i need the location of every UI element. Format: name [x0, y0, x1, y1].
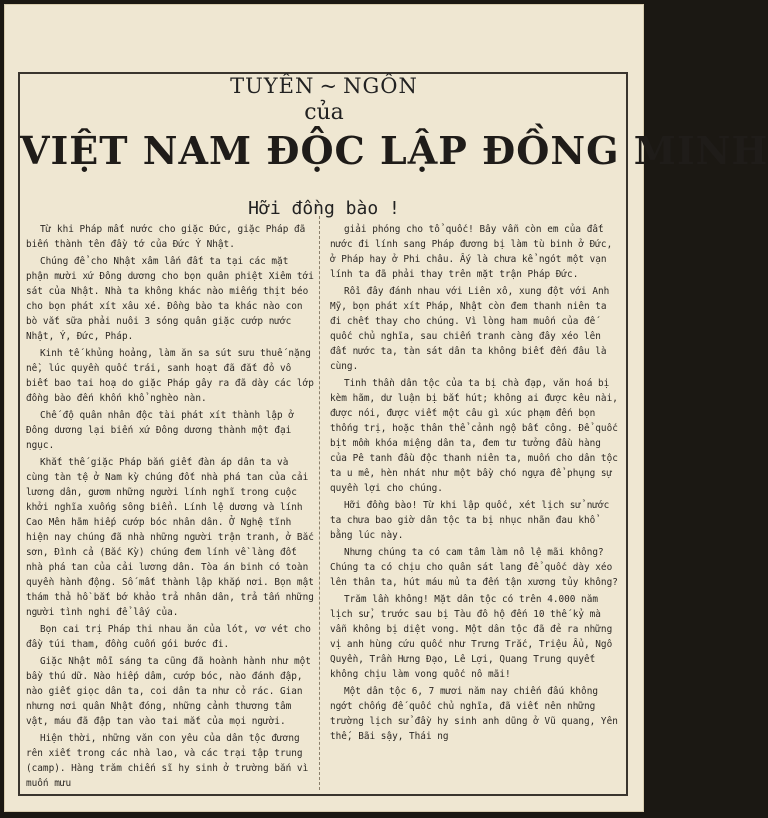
paragraph: Từ khi Pháp mất nước cho giặc Đức, giặc Pháp đã biến thành tên đầy tớ của Đức Ý Nhật. — [26, 224, 306, 250]
left-column — [26, 222, 316, 793]
greeting: Hỡi đồng bào ! — [248, 198, 400, 219]
paragraph: Chế độ quân nhân độc tài phát xít thành lập ở Đông dương lại biến xứ Đông dương thành một đại ngục. — [26, 410, 294, 451]
column-divider — [319, 216, 320, 790]
paragraph: Chúng để cho Nhật xâm lấn đất ta tại các mặt phận mười xứ Đông dương cho bọn quân phiệt Xiêm tới sát của Nhật. Nhà ta không khác nào miếng thịt béo cho bọn phát xít xâu xé. Đồng bào ta khác nào con bò vắt sữa phải nuôi 3 sóng quân giặc cướp nước Nhật, Ý, Đức, Pháp. — [26, 256, 314, 342]
page-title: VIỆT NAM ĐỘC LẬP ĐỒNG MINH — [20, 128, 768, 173]
paragraph: Trăm lần không! Mặt dân tộc có trên 4.000 năm lịch sử, trước sau bị Tàu đô hộ đến 10 thế kỷ mà vẫn không bị diệt vong. Một dân tộc đã đẻ ra những vị anh hùng cứu quốc như Trưng Trắc, Triệu Ẩu, Ngô Quyền, Trần Hưng Đạo, Lê Lợi, Quang Trung quyết không chịu làm vong quốc nô mãi! — [330, 594, 613, 680]
paragraph: Giặc Nhật mỗi sáng ta cũng đã hoành hành như một bầy thú dữ. Nào hiếp dâm, cướp bóc, nào đánh đập, nào giết giọc dân ta, coi dân ta như cỏ rác. Gian nhưng nơi quân Nhật đóng, những cảnh thương tâm vật, máu đã đập tan vào tai mắt của mọi người. — [26, 656, 311, 727]
paragraph: Khắt thế giặc Pháp bắn giết đàn áp dân ta và cùng tàn tệ ở Nam kỳ chúng đốt nhà phá tan của cải lương dân, gươm những người lính nghĩ trong cuộc khởi nghĩa xuống sông biển. Lính lệ dương và lính Cao Mên hãm hiếp cướp bóc nhân dân. Ở Nghệ tĩnh hiện nay chúng đã nhà những người trận tranh, ở Bắc sơn, Đình cả (Bắc Kỳ) chúng đem lính về làng đốt nhà phá tan của cải lương dân. Tòa án binh có toàn quyền hành động. Số mất thành lập khắp nơi. Bọn mật thám thả hồ bắt bớ khảo trả nhân dân, trả tấn những người tình nghi để lấy của. — [26, 457, 314, 618]
paragraph: Bọn cai trị Pháp thi nhau ăn của lót, vơ vét cho đầy túi tham, đồng cuốn gói bước đi. — [26, 624, 311, 650]
heading-subword: của — [304, 100, 344, 125]
paragraph: Kinh tế khủng hoảng, làm ăn sa sút sưu thuế nặng nề, lúc quyền quốc trái, sanh hoạt đã đắt đỏ vô biết bao tai hoạ do giặc Pháp gây ra đã dày các lớp đồng bào đến khốn khổ nghèo nàn. — [26, 348, 314, 404]
heading-flourish: ~ — [319, 74, 339, 98]
paragraph: Một dân tộc 6, 7 mươi năm nay chiến đấu không ngớt chống đế quốc chủ nghĩa, đã viết nên những trường lịch sử đầy hy sinh anh dũng ở Vũ quang, Yên thế, Bãi sậy, Thái ng — [330, 686, 618, 742]
paragraph: Rồi đây đánh nhau với Liên xô, xung đột với Anh Mỹ, bọn phát xít Pháp, Nhật còn đem thanh niên ta đi chết thay cho chúng. Vì lòng ham muốn của đế quốc chủ nghĩa, sau chiến tranh càng đây xéo lên đất nước ta, tàn sát dân ta không biết đến đâu là cùng. — [330, 286, 610, 372]
paragraph: Nhưng chúng ta có cam tâm làm nô lệ mãi không? Chúng ta có chịu cho quân sát lang để quốc dày xéo lên thân ta, hút máu mủ ta đến tận xương tủy không? — [330, 547, 618, 588]
paragraph: Tinh thần dân tộc của ta bị chà đạp, văn hoá bị kèm hãm, dư luận bị bắt hút; không ai được kêu nài, được nói, được viết một câu gì xúc phạm đến bọn thống trị, hoặc thân thể cảnh ngộ bất công. Để quốc bịt mồm khóa miệng dân ta, đem tư tưởng đầu hàng của Pê tanh đầu độc thanh niên ta, muốn cho dân tộc ta u mê, hèn nhát như một bầy chó ngựa để phụng sự quyền lợi cho chúng. — [330, 378, 618, 494]
paragraph: giải phóng cho tổ quốc! Bây vẫn còn em của đất nước đi lính sang Pháp đương bị làm tù binh ở Đức, ở Pháp hay ở Phi châu. Ấy là chưa kể ngót một vạn lính ta đã phải thay trên mặt trận Pháp Đức. — [330, 224, 613, 280]
right-column — [330, 222, 620, 746]
heading-word-right: NGÔN — [343, 74, 418, 98]
heading-word-left: TUYÊN — [230, 74, 315, 98]
paragraph: Hiện thời, những văn con yêu của dân tộc đương rên xiết trong các nhà lao, và các trại tập trung (camp). Hàng trăm chiến sĩ hy sinh ở trường bắn vì muốn mưu — [26, 733, 309, 789]
proclamation-heading — [0, 74, 648, 98]
paragraph: Hỡi đồng bào! Từ khi lập quốc, xét lịch sử nước ta chưa bao giờ dân tộc ta bị nhục nhãn đau khổ bằng lúc này. — [330, 500, 610, 541]
